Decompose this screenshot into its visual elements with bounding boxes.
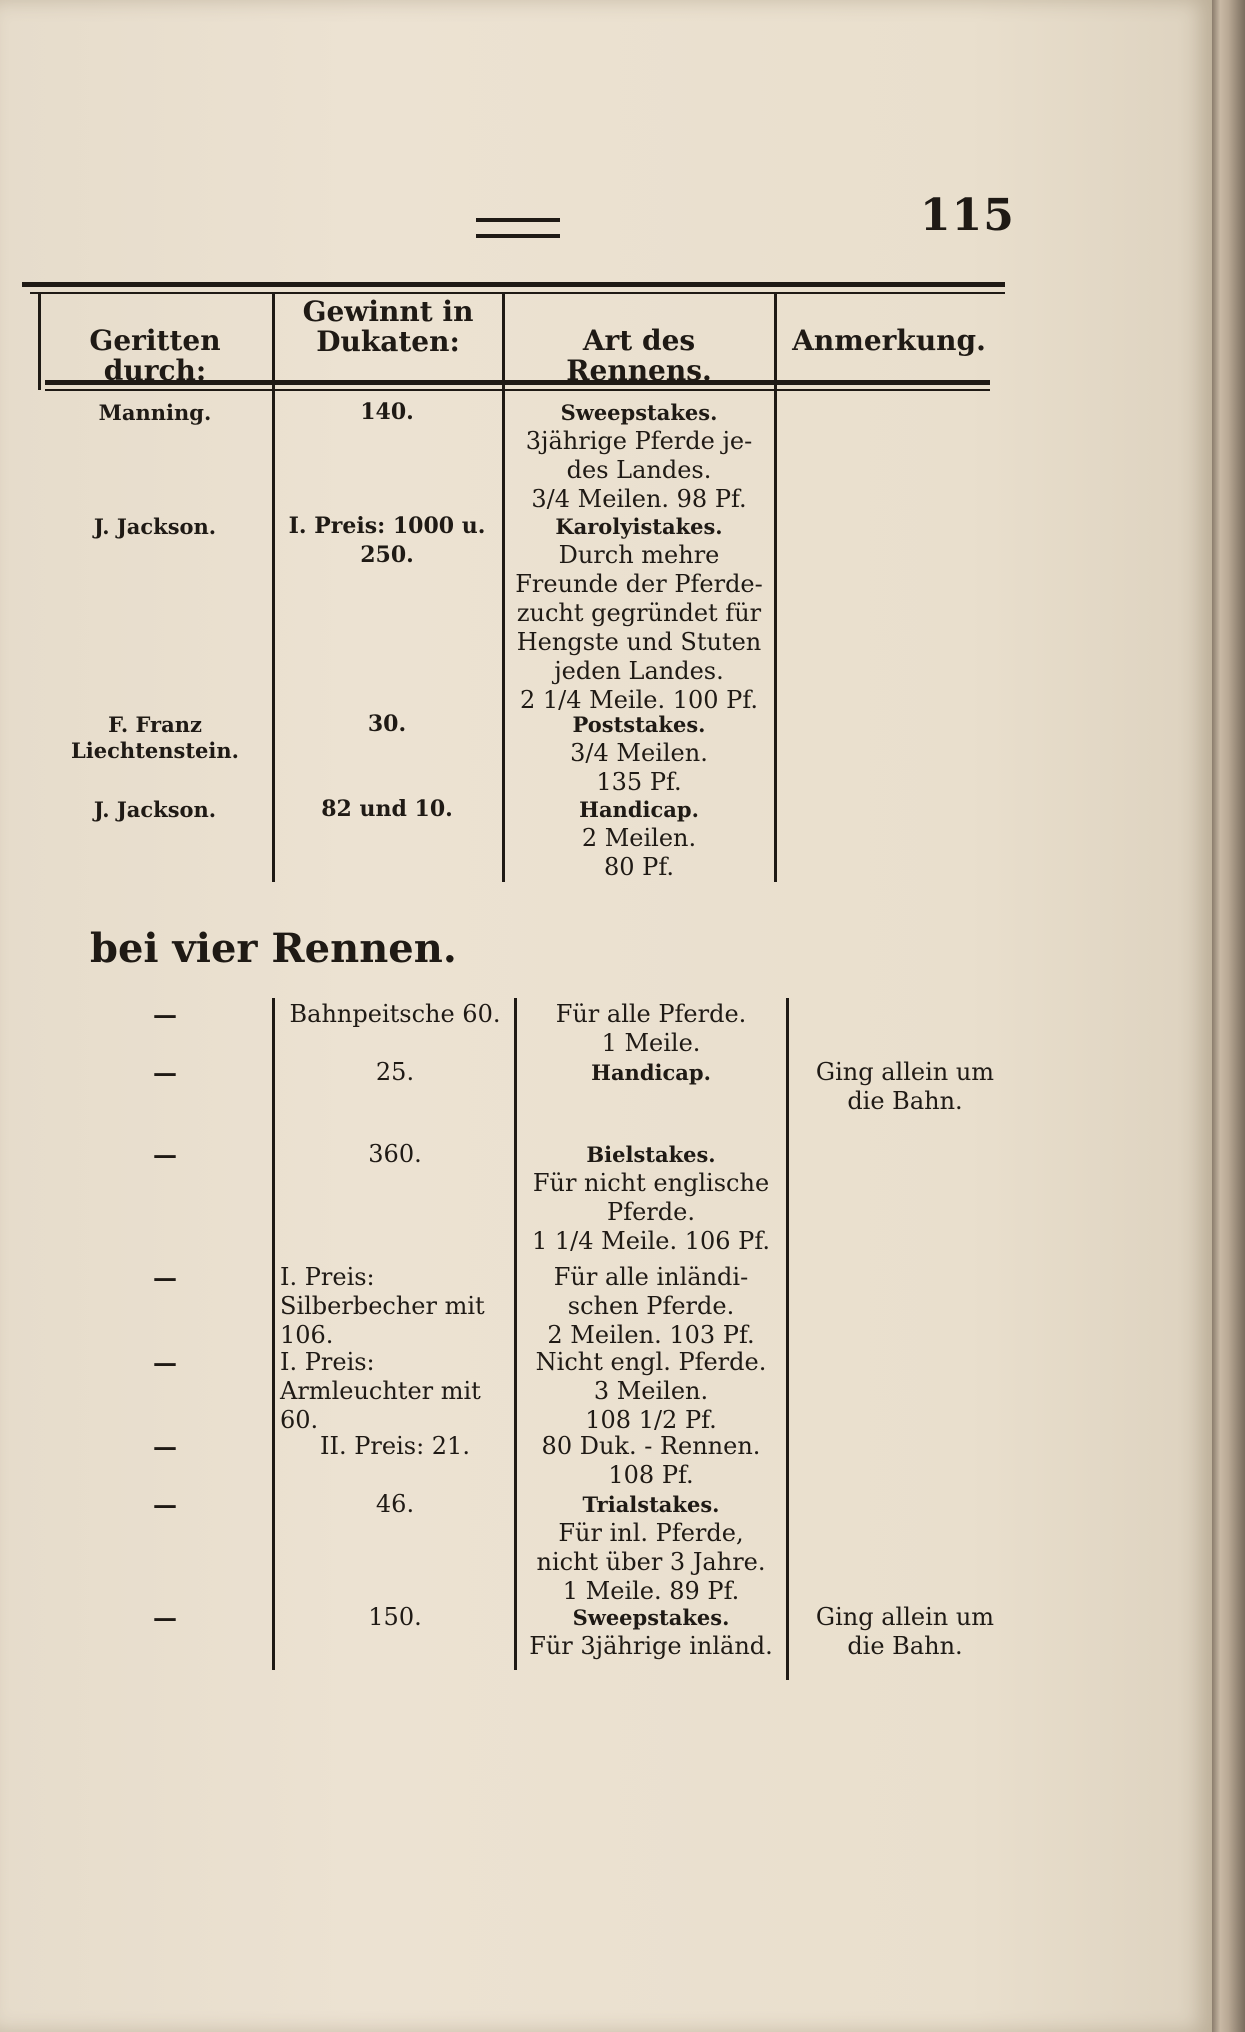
- table-row-prize: 140.: [360, 399, 414, 425]
- table-row-prize: Bahnpeitsche 60.: [289, 1000, 501, 1028]
- page-number: 115: [920, 190, 1015, 241]
- table-row-race-line: Durch mehre: [558, 541, 720, 569]
- table-top-rule-thin: [30, 292, 1005, 294]
- table-row-race-line: Trialstakes.: [582, 1492, 720, 1517]
- table-row-prize: 25.: [375, 1058, 415, 1086]
- table-row-rider: J. Jackson.: [93, 797, 217, 822]
- table-row-race-line: 2 Meilen. 103 Pf.: [547, 1321, 755, 1349]
- table-row-race-line: 3 Meilen.: [593, 1377, 709, 1405]
- table-row-race-line: 3/4 Meilen.: [570, 739, 708, 767]
- table-row-race-line: schen Pferde.: [567, 1292, 735, 1320]
- column-divider: [514, 998, 517, 1670]
- table-row-rider: —: [153, 1000, 177, 1029]
- column-divider: [272, 998, 275, 1670]
- table-row-race-line: 2 1/4 Meile. 100 Pf.: [520, 686, 758, 714]
- table-row-note-line: Ging allein um: [815, 1603, 995, 1631]
- table-row-race-line: Sweepstakes.: [560, 400, 718, 425]
- table-row-rider: —: [153, 1348, 177, 1377]
- table-row-race-line: Für inl. Pferde,: [558, 1519, 744, 1547]
- header-race: Art des Rennens.: [566, 324, 712, 388]
- table-row-prize: II. Preis: 21.: [320, 1432, 470, 1460]
- table-row-prize: I. Preis: Silberbecher mit 106.: [280, 1263, 485, 1349]
- table-row-race-line: zucht gegründet für: [516, 599, 762, 627]
- table-row-race-line: des Landes.: [566, 456, 712, 484]
- table-row-race-line: Freunde der Pferde-: [515, 570, 763, 598]
- table-row-race-line: Nicht engl. Pferde.: [535, 1348, 767, 1376]
- table-row-race-line: 1 1/4 Meile. 106 Pf.: [532, 1227, 770, 1255]
- table-row-race-line: Bielstakes.: [586, 1142, 716, 1167]
- table-row-rider: —: [153, 1490, 177, 1519]
- table-row-rider: —: [153, 1263, 177, 1292]
- header-prize: Gewinnt in Dukaten:: [302, 295, 474, 359]
- table-row-prize: 30.: [367, 711, 407, 737]
- column-divider: [786, 998, 789, 1680]
- column-divider: [502, 294, 505, 882]
- section-title: bei vier Rennen.: [90, 925, 457, 972]
- table-row-race-line: 1 Meile.: [601, 1029, 701, 1057]
- table-row-prize: 82 und 10.: [321, 796, 453, 822]
- table-row-note-line: die Bahn.: [847, 1087, 963, 1115]
- table-row-prize: 150.: [368, 1603, 422, 1631]
- table-row-race-line: 1 Meile. 89 Pf.: [562, 1577, 740, 1605]
- table-row-race-line: 108 Pf.: [608, 1461, 694, 1489]
- table-top-rule: [22, 282, 1005, 287]
- table-row-prize: 360.: [368, 1140, 422, 1168]
- table-row-rider: —: [153, 1058, 177, 1087]
- table-row-race-line: 80 Pf.: [604, 853, 674, 881]
- column-divider: [272, 294, 275, 882]
- table-row-race-line: 3jährige Pferde je-: [525, 427, 753, 455]
- table-row-race-line: 3/4 Meilen. 98 Pf.: [531, 485, 747, 513]
- table-row-race-line: Pferde.: [607, 1198, 695, 1226]
- book-spine: [1212, 0, 1245, 2032]
- table-row-race-line: Poststakes.: [572, 712, 706, 737]
- table-row-rider: —: [153, 1140, 177, 1169]
- header-bottom-rule-thin: [45, 389, 990, 391]
- table-row-race-line: jeden Landes.: [554, 657, 724, 685]
- table-row-race-line: 80 Duk. - Rennen.: [541, 1432, 761, 1460]
- table-row-rider: —: [153, 1432, 177, 1461]
- table-row-rider: F. Franz Liechtenstein.: [71, 712, 239, 763]
- table-row-race-line: 135 Pf.: [596, 768, 682, 796]
- table-row-rider: J. Jackson.: [93, 514, 217, 539]
- table-row-race-line: Hengste und Stuten: [516, 628, 762, 656]
- table-row-note-line: die Bahn.: [847, 1632, 963, 1660]
- table-row-race-line: Für nicht englische: [532, 1169, 770, 1197]
- table-row-race-line: 108 1/2 Pf.: [585, 1406, 717, 1434]
- table-row-race-line: Für alle inländi-: [553, 1263, 749, 1291]
- table-row-note-line: Ging allein um: [815, 1058, 995, 1086]
- table-row-rider: —: [153, 1603, 177, 1632]
- table-row-prize: I. Preis: Armleuchter mit 60.: [280, 1348, 481, 1434]
- table-row-race-line: 2 Meilen.: [581, 824, 697, 852]
- table-row-race-line: Handicap.: [591, 1060, 711, 1085]
- header-ornament: [476, 218, 560, 238]
- column-divider: [774, 294, 777, 882]
- table-row-race-line: Für alle Pferde.: [555, 1000, 747, 1028]
- header-note: Anmerkung.: [792, 324, 986, 357]
- table-row-rider: Manning.: [98, 400, 212, 425]
- table-row-prize: 46.: [375, 1490, 415, 1518]
- table-row-race-line: nicht über 3 Jahre.: [536, 1548, 766, 1576]
- table-row-race-line: Sweepstakes.: [572, 1605, 730, 1630]
- header-rider: Geritten durch:: [89, 324, 221, 388]
- table-row-prize: I. Preis: 1000 u. 250.: [288, 513, 486, 568]
- table-row-race-line: Handicap.: [579, 797, 699, 822]
- table-row-race-line: Für 3jährige inländ.: [529, 1632, 773, 1660]
- table-row-race-line: Karolyistakes.: [555, 514, 723, 539]
